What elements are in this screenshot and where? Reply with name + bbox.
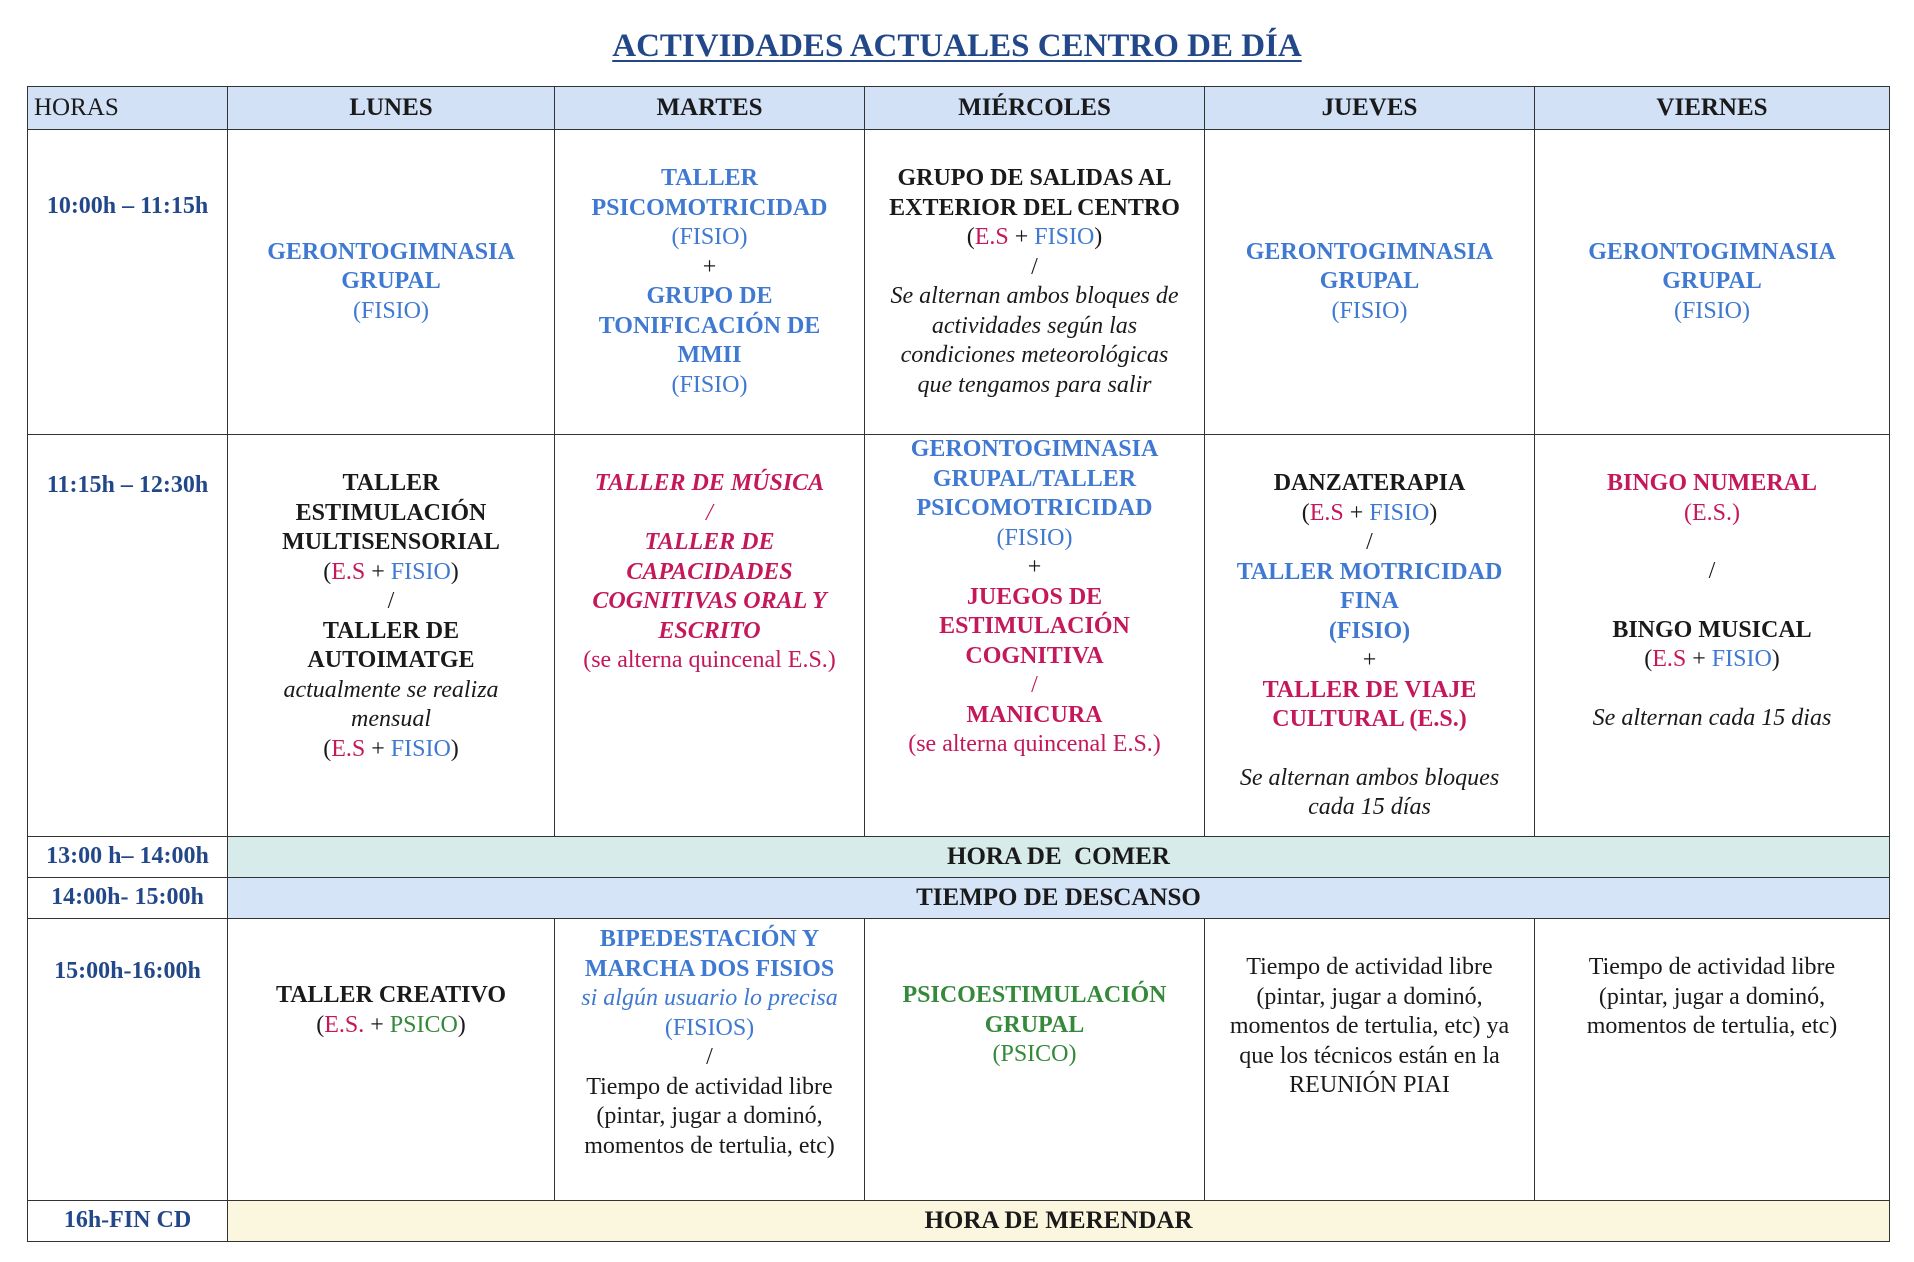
page-title [0,28,1914,65]
cell-martes-slot-1 [555,130,865,435]
staff-fisio: FISIO [1711,646,1772,672]
activity-note: (pintar, jugar a dominó, [1598,983,1826,1010]
activity-staff: (FISIO) [353,297,429,324]
time-slot-6: 16h-FIN CD [28,1201,228,1242]
slash-separator: / [706,1044,713,1070]
activity-note: actividades según las [931,312,1138,339]
activity-staff: (FISIO) [671,224,748,250]
activity-title: FINA [1340,588,1399,614]
row-slot-2 [28,435,1890,837]
activity-note: Tiempo de actividad libre [1246,954,1493,980]
activity-note: cada 15 días [1308,794,1431,820]
row-merendar [28,1201,1890,1242]
activity-title: TALLER DE [322,617,460,644]
activity-staff: (E.S. + PSICO) [316,1011,466,1038]
plus-sign: + [371,558,385,585]
activity-title: GRUPAL [1319,268,1420,295]
plus-sign: + [1349,499,1364,526]
header-viernes: VIERNES [1535,87,1890,130]
activity-staff: (FISIOS) [664,1014,755,1041]
activity-title: GERONTOGIMNASIA [267,238,515,265]
time-slot-5: 15:00h-16:00h [28,919,228,1201]
header-row [28,87,1890,130]
cell-jueves-slot-2 [1205,435,1535,837]
activity-title: ESTIMULACIÓN [295,499,487,526]
plus-sign: + [1014,224,1029,250]
activity-title: TALLER CREATIVO [275,982,506,1008]
spacer [1541,675,1883,704]
activity-title: EXTERIOR DEL CENTRO [889,194,1180,221]
activity-title: MMII [677,342,742,368]
activity-title: CAPACIDADES [626,558,793,585]
activity-title: TALLER MOTRICIDAD [1236,558,1503,585]
cell-jueves-slot-1 [1205,130,1535,435]
activity-staff: (E.S.) [1684,499,1740,526]
activity-title: GRUPAL [341,268,441,295]
activity-title: MARCHA DOS FISIOS [584,955,835,982]
activity-note: Se alternan cada 15 dias [1592,704,1832,731]
staff-es: E.S [1309,499,1344,526]
slash-separator: / [1366,529,1373,555]
activity-note: Se alternan ambos bloques de [890,283,1179,309]
activity-title: BIPEDESTACIÓN Y [599,926,820,952]
activity-note: momentos de tertulia, etc) ya [1229,1013,1510,1039]
activity-title: MULTISENSORIAL [282,529,500,555]
spacer [1541,587,1883,616]
plus-sign: + [370,1011,384,1038]
staff-es: E.S. [324,1011,365,1038]
activity-title: GRUPAL/TALLER [932,465,1137,492]
staff-psico: PSICO [389,1011,458,1038]
band-hora-de-comer: HORA DE COMER [228,837,1890,878]
activity-title: TONIFICACIÓN DE [598,312,821,339]
header-jueves: JUEVES [1205,87,1535,130]
activity-title: AUTOIMATGE [307,647,475,673]
activity-title: TALLER DE MÚSICA [594,470,825,496]
plus-separator: + [1362,647,1377,673]
cell-viernes-slot-2 [1535,435,1890,837]
staff-es: E.S [974,224,1009,250]
staff-fisio: FISIO [1369,499,1430,526]
activity-title: BINGO NUMERAL [1606,470,1817,496]
activity-note: si algún usuario lo precisa [581,985,838,1011]
activity-staff: (FISIO) [1331,297,1408,324]
activity-staff: (E.S + FISIO) [323,735,459,762]
activity-note: momentos de tertulia, etc) [1586,1013,1838,1039]
plus-sign: + [1692,646,1706,672]
band-tiempo-de-descanso: TIEMPO DE DESCANSO [228,878,1890,919]
staff-es: E.S [331,558,366,585]
cell-martes-slot-2 [555,435,865,837]
activity-staff: (E.S + FISIO) [1644,646,1780,672]
time-slot-3: 13:00 h– 14:00h [28,837,228,878]
cell-martes-slot-5 [555,919,865,1201]
activity-title: DANZATERAPIA [1273,470,1466,496]
slash-separator: / [706,499,713,526]
schedule-table [27,86,1890,1242]
staff-fisio: FISIO [390,735,451,762]
staff-es: E.S [1652,646,1687,672]
activity-title: GRUPO DE SALIDAS AL [897,165,1172,191]
activity-note: Tiempo de actividad libre [1588,954,1836,980]
cell-miercoles-slot-5 [865,919,1205,1201]
activity-staff: (FISIO) [1328,617,1411,644]
activity-title: GERONTOGIMNASIA [1245,238,1494,265]
activity-title: GRUPO DE [646,283,773,309]
slash-separator: / [1031,672,1038,698]
activity-note: Se alternan ambos bloques [1239,764,1500,791]
activity-title: COGNITIVAS ORAL Y [592,588,827,614]
activity-title: TALLER [661,165,758,191]
staff-fisio: FISIO [1034,224,1095,250]
slash-separator: / [1031,253,1038,280]
plus-separator: + [1027,554,1042,580]
activity-note: actualmente se realiza [283,676,499,703]
activity-note: (se alterna quincenal E.S.) [583,647,836,673]
cell-miercoles-slot-1 [865,130,1205,435]
activity-note: (se alterna quincenal E.S.) [908,731,1161,757]
activity-staff: (FISIO) [1674,297,1750,324]
activity-staff: (PSICO) [992,1041,1077,1067]
time-slot-1: 10:00h – 11:15h [28,130,228,435]
activity-title: TALLER DE [644,529,775,555]
page-title-text: ACTIVIDADES ACTUALES CENTRO DE DÍA [612,28,1302,64]
activity-staff: (FISIO) [671,371,748,398]
cell-viernes-slot-5 [1535,919,1890,1201]
activity-note: condiciones meteorológicas [900,342,1169,368]
header-miercoles: MIÉRCOLES [865,87,1205,130]
activity-note: mensual [351,706,431,732]
activity-title: MANICURA [966,701,1103,728]
activity-title: GRUPAL [1662,268,1762,295]
plus-sign: + [371,735,385,762]
plus-separator: + [702,253,717,280]
activity-note: que tengamos para salir [917,371,1152,398]
header-martes: MARTES [555,87,865,130]
row-descanso [28,878,1890,919]
time-slot-2: 11:15h – 12:30h [28,435,228,837]
activity-note: REUNIÓN PIAI [1289,1072,1450,1098]
slash-separator: / [387,588,395,614]
cell-jueves-slot-5 [1205,919,1535,1201]
cell-miercoles-slot-2 [865,435,1205,837]
cell-lunes-slot-2 [228,435,555,837]
activity-note: (pintar, jugar a dominó, [596,1103,823,1129]
activity-title: BINGO MUSICAL [1612,616,1812,643]
header-lunes: LUNES [228,87,555,130]
time-slot-4: 14:00h- 15:00h [28,878,228,919]
band-hora-de-merendar: HORA DE MERENDAR [228,1201,1890,1242]
activity-title: GERONTOGIMNASIA [1588,238,1836,265]
slash-separator: / [1708,558,1716,584]
activity-staff: (E.S + FISIO) [966,224,1103,250]
activity-title: GRUPAL [984,1011,1085,1038]
row-slot-1 [28,130,1890,435]
spacer [1541,528,1883,557]
cell-viernes-slot-1 [1535,130,1890,435]
activity-title: GERONTOGIMNASIA [910,436,1159,462]
header-horas: HORAS [28,87,228,130]
activity-title: ESTIMULACIÓN [939,613,1130,639]
activity-note: que los técnicos están en la [1239,1042,1500,1069]
staff-fisio: FISIO [390,558,451,585]
activity-note: Tiempo de actividad libre [586,1073,833,1100]
activity-title: ESCRITO [658,617,761,644]
activity-title: PSICOESTIMULACIÓN [902,982,1167,1008]
activity-note: (pintar, jugar a dominó, [1256,983,1483,1010]
activity-staff: (FISIO) [996,524,1073,551]
activity-note: momentos de tertulia, etc) [584,1132,835,1159]
activity-title: TALLER [342,470,440,496]
cell-lunes-slot-5 [228,919,555,1201]
staff-es: E.S [331,735,366,762]
activity-title: TALLER DE VIAJE [1262,676,1477,703]
row-slot-5 [28,919,1890,1201]
activity-title: COGNITIVA [965,642,1104,669]
activity-staff: (E.S + FISIO) [323,558,459,585]
activity-title: PSICOMOTRICIDAD [591,194,828,221]
activity-title: JUEGOS DE [966,583,1103,610]
row-comer [28,837,1890,878]
activity-title: PSICOMOTRICIDAD [916,495,1153,521]
activity-title: CULTURAL (E.S.) [1272,706,1467,732]
cell-lunes-slot-1 [228,130,555,435]
spacer [1211,735,1528,764]
activity-staff: (E.S + FISIO) [1301,499,1438,526]
